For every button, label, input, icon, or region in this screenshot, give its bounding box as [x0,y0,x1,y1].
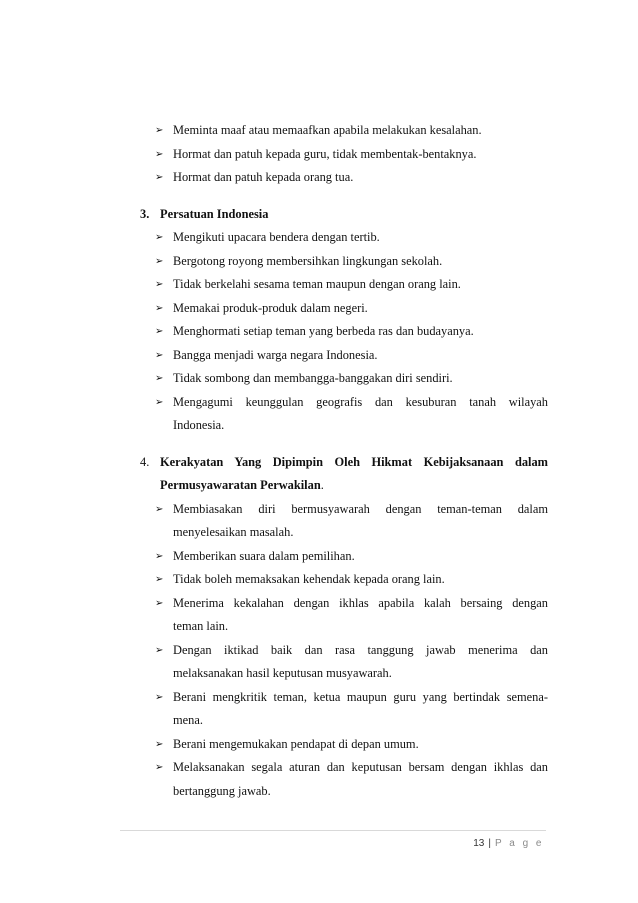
arrow-bullet-icon: ➢ [155,503,164,515]
page-content [140,119,548,803]
section-4-heading [140,451,548,498]
arrow-bullet-icon: ➢ [155,326,164,337]
arrow-bullet-icon: ➢ [155,396,164,408]
arrow-bullet-icon: ➢ [155,302,164,314]
section-4-list [140,498,548,804]
list-item: ➢ Bergotong royong membersihkan lingkungan sekolah. [140,250,548,274]
section-number: 3. [140,206,150,221]
list-item: ➢ Hormat dan patuh kepada guru, tidak membentak-bentaknya. [140,143,548,167]
list-item: ➢ Menerima kekalahan dengan ikhlas apabila kalah bersaing dengan teman lain. [140,592,548,639]
list-item: ➢ Tidak sombong dan membangga-banggakan diri sendiri. [140,367,548,391]
arrow-bullet-icon: ➢ [155,691,164,703]
list-item: ➢ Memakai produk-produk dalam negeri. [140,297,548,321]
list-item: ➢ Berani mengkritik teman, ketua maupun guru yang bertindak semena- mena. [140,686,548,733]
list-item: ➢ Bangga menjadi warga negara Indonesia. [140,344,548,368]
page-label: P a g e [494,838,544,849]
arrow-bullet-icon: ➢ [155,232,164,243]
top-bullet-list [140,119,548,190]
list-item: ➢ Mengikuti upacara bendera dengan tertib. [140,226,548,250]
section-number: 4. [140,454,150,469]
list-item: ➢ Berani mengemukakan pendapat di depan umum. [140,733,548,757]
arrow-bullet-icon: ➢ [155,279,164,290]
page-number: 13 [473,838,485,849]
list-item: ➢ Hormat dan patuh kepada orang tua. [140,166,548,190]
arrow-bullet-icon: ➢ [155,172,164,183]
list-item: ➢ Dengan iktikad baik dan rasa tanggung jawab menerima dan melaksanakan hasil keputusan musyawarah. [140,639,548,686]
arrow-bullet-icon: ➢ [155,349,164,361]
arrow-bullet-icon: ➢ [155,125,164,136]
arrow-bullet-icon: ➢ [155,148,164,160]
arrow-bullet-icon: ➢ [155,762,164,773]
list-item: ➢ Mengagumi keunggulan geografis dan kesuburan tanah wilayah Indonesia. [140,391,548,438]
list-item: ➢ Meminta maaf atau memaafkan apabila melakukan kesalahan. [140,119,548,143]
section-title: Kerakyatan Yang Dipimpin Oleh Hikmat Kebijaksanaan dalam Permusyawaratan Perwakilan. [160,454,548,492]
section-3-heading [140,203,548,227]
list-item: ➢ Melaksanakan segala aturan dan keputusan bersam dengan ikhlas dan bertanggung jawab. [140,756,548,803]
arrow-bullet-icon: ➢ [155,738,164,750]
list-item: ➢ Tidak berkelahi sesama teman maupun dengan orang lain. [140,273,548,297]
section-3-list [140,226,548,438]
arrow-bullet-icon: ➢ [155,597,164,609]
footer-separator: | [488,838,491,849]
arrow-bullet-icon: ➢ [155,255,164,267]
list-item: ➢ Menghormati setiap teman yang berbeda ras dan budayanya. [140,320,548,344]
list-item: ➢ Tidak boleh memaksakan kehendak kepada orang lain. [140,568,548,592]
arrow-bullet-icon: ➢ [155,550,164,562]
section-title: Persatuan Indonesia [160,206,269,221]
arrow-bullet-icon: ➢ [155,644,164,656]
arrow-bullet-icon: ➢ [155,574,164,585]
page-footer [473,838,544,849]
list-item: ➢ Memberikan suara dalam pemilihan. [140,545,548,569]
arrow-bullet-icon: ➢ [155,373,164,384]
list-item: ➢ Membiasakan diri bermusyawarah dengan teman-teman dalam menyelesaikan masalah. [140,498,548,545]
footer-divider [120,830,546,831]
